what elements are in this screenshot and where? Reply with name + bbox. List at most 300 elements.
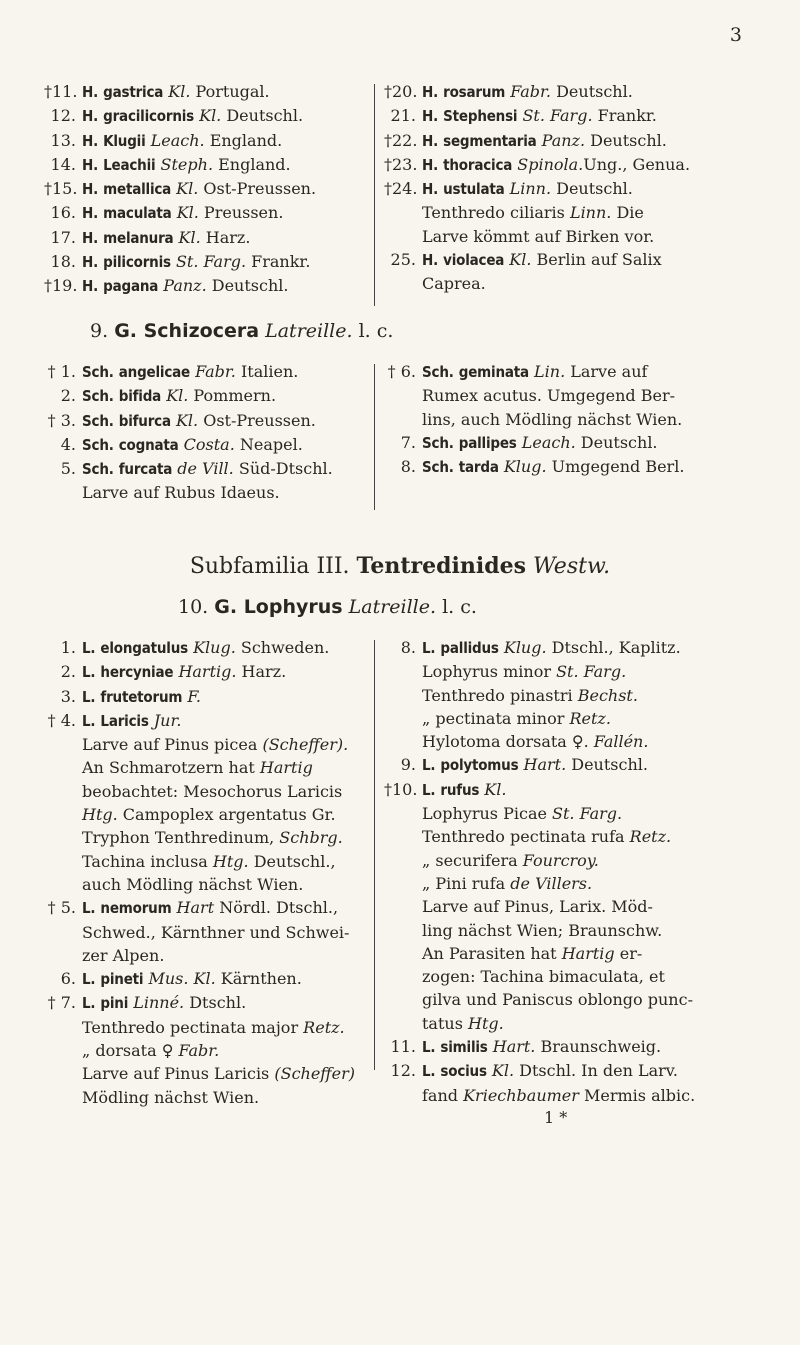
locality: Deutschl. [551,82,633,101]
author: Panz. [541,130,586,150]
species-entry [44,636,364,660]
author: Kl. [176,179,199,199]
author: Kl. [491,1061,515,1081]
locality: England. [204,130,283,150]
continuation-text: Larve auf Rubus Idaeus. [82,483,280,503]
species-entry [44,660,364,684]
locality: Deutschl. [551,179,633,199]
continuation-rest: Die [611,203,644,223]
species-entry [384,177,774,201]
author: Kl. [509,250,532,270]
species-entry [384,455,774,479]
species-name: nemorum [100,899,172,918]
continuation-text: „ dorsata ♀ [82,1041,179,1061]
continuation-text: Larve auf Pinus Laricis [82,1064,275,1084]
genus-abbrev: H. [82,228,99,247]
entry-number: †19. [44,276,78,296]
continuation-text: zogen: Tachina bimaculata, et [422,967,665,987]
author: Retz. [629,827,672,847]
author: Retz. [303,1017,345,1037]
species-name: pilicornis [103,253,171,272]
entry-continuation [384,660,774,683]
species-entry [44,967,364,991]
entry-number: 13. [50,130,76,150]
block-3-left [44,636,364,1109]
page-number: 3 [729,24,742,46]
genus-abbrev: L. [82,663,96,682]
species-name: frutetorum [100,687,183,706]
author: Leach. [150,130,205,150]
genus-abbrev: H. [422,251,439,270]
entry-number: † 7. [47,993,76,1013]
genus-abbrev: L. [82,994,96,1013]
genus-abbrev: Sch. [422,433,454,452]
locality: Frankr. [592,106,657,126]
continuation-text: Caprea. [422,274,486,294]
author: (Scheffer). [262,735,349,755]
species-entry [44,129,364,153]
genus-abbrev: H. [82,107,99,126]
continuation-text: Tenthredo pinastri [422,685,578,705]
locality: Pommern. [188,386,277,406]
genus-abbrev: H. [82,83,99,101]
continuation-rest: Deutschl., [248,851,336,871]
species-name: rosarum [443,83,506,101]
entry-continuation [384,408,774,431]
continuation-rest: Mermis albic. [578,1085,696,1105]
genus-abbrev: Sch. [82,411,114,430]
entry-continuation [44,481,364,504]
locality: Dtschl., Kaplitz. [546,638,681,657]
entry-number: 9. [400,755,416,775]
entry-number: 4. [60,434,76,454]
author: Kl. [175,410,199,430]
locality: Neapel. [234,434,303,454]
continuation-text: lins, auch Mödling nächst Wien. [422,409,683,429]
entry-number: † 5. [47,898,76,918]
block-1-right [384,80,774,296]
continuation-text: auch Mödling nächst Wien. [82,874,304,894]
species-entry [384,153,774,177]
continuation-text: Mödling nächst Wien. [82,1087,260,1107]
genus-abbrev: H. [422,180,439,199]
genus-name: G. Lophyrus [214,596,343,618]
entry-number: † 1. [47,362,76,381]
author: Panz. [163,276,207,296]
species-name: polytomus [440,756,519,775]
entry-number: 25. [390,250,416,270]
author: Hart. [492,1037,536,1057]
locality: England. [213,154,291,174]
entry-number: †15. [44,179,78,199]
species-name: pini [100,994,129,1013]
species-name: Laricis [100,711,149,730]
genus-abbrev: H. [82,155,99,174]
entry-number: 21. [390,106,416,126]
locality: Harz. [236,662,287,682]
continuation-text: Larve auf Pinus, Larix. Möd- [422,897,653,917]
locality: Kärnthen. [215,969,302,989]
genus-heading-schizocera: 9. G. Schizocera Latreille. l. c. [90,320,394,342]
genus-abbrev: H. [422,131,439,150]
species-name: rufus [440,780,480,799]
entry-number: †11. [44,82,78,101]
author: Hartig [259,758,313,778]
entry-number: † 4. [47,710,76,730]
species-entry [384,431,774,455]
entry-continuation [384,1012,774,1035]
genus-abbrev: H. [82,131,99,150]
author: Klug. [503,638,547,657]
continuation-text: Larve auf Pinus picea [82,735,263,755]
species-entry [44,896,364,920]
species-entry [384,104,774,128]
genus-abbrev: L. [82,970,96,989]
species-name: thoracica [443,155,513,174]
entry-number: 2. [60,386,76,406]
author: Schbrg. [279,828,343,848]
block-2-left [44,360,364,505]
species-entry [44,80,364,104]
entry-continuation [44,1086,364,1109]
continuation-text: Lophyrus minor [422,662,557,682]
species-name: gastrica [103,83,164,101]
author: Hartig. [178,662,237,682]
author: Steph. [160,154,214,174]
locality: Deutschl. [575,432,658,452]
genus-abbrev: L. [422,1038,436,1057]
entry-number: † 3. [47,410,76,430]
locality: Frankr. [246,252,311,272]
author: Kriechbaumer [463,1085,579,1105]
locality: Braunschweig. [535,1037,662,1057]
entry-number: 12. [390,1061,416,1081]
continuation-text: beobachtet: Mesochorus Laricis [82,781,343,801]
genus-abbrev: Sch. [82,460,114,479]
species-name: gracilicornis [103,107,195,126]
entry-number: 8. [400,638,416,657]
continuation-rest: Campoplex argentatus Gr. [117,805,336,825]
entry-continuation [44,1016,364,1039]
genus-abbrev: L. [422,756,436,775]
species-name: ustulata [443,180,505,199]
block-1-left [44,80,364,299]
species-name: pineti [100,970,144,989]
author: Htg. [468,1013,504,1033]
species-name: angelicae [118,363,190,381]
continuation-text: Tenthredo ciliaris [422,203,570,223]
species-name: pagana [103,277,159,296]
species-entry [44,104,364,128]
author: Htg. [212,851,249,871]
species-name: metallica [103,180,172,199]
entry-continuation [44,1062,364,1085]
locality: Deutschl. [566,755,648,775]
entry-number: 11. [390,1037,416,1057]
continuation-text: Tenthredo pectinata rufa [422,827,630,847]
species-entry [44,991,364,1015]
locality: Harz. [200,227,251,247]
author: Klug. [503,457,547,477]
entry-number: 3. [60,686,76,706]
continuation-text: Larve kömmt auf Birken vor. [422,226,655,246]
species-name: geminata [458,363,529,381]
entry-number: 6. [60,969,76,989]
author: Htg. [82,805,118,825]
block-2-right [384,360,774,479]
entry-continuation [44,850,364,873]
genus-abbrev: Sch. [82,387,114,406]
species-entry [44,201,364,225]
author: Jur. [153,710,182,730]
entry-number: 17. [50,227,76,247]
entry-continuation [384,684,774,707]
author: (Scheffer) [274,1064,355,1084]
genus-abbrev: H. [82,277,99,296]
author: Klug. [193,638,236,657]
entry-continuation [384,965,774,988]
entry-number: 18. [50,252,76,272]
column-divider [374,364,375,510]
author: Fabr. [510,82,551,101]
author: de Villers. [510,873,593,893]
genus-abbrev: Sch. [82,435,114,454]
locality: Larve auf [565,362,648,381]
entry-continuation [44,803,364,826]
species-name: elongatulus [100,639,188,657]
locality: Umgegend Berl. [546,457,685,477]
author: Leach. [521,432,576,452]
genus-abbrev: L. [422,780,436,799]
species-entry [44,153,364,177]
entry-number: †10. [384,779,418,799]
locality: Deutschl. [585,130,667,150]
continuation-text: zer Alpen. [82,945,165,965]
continuation-rest: er- [614,943,643,963]
entry-continuation [384,225,774,248]
subfamily-heading: Subfamilia III. Tentredinides Westw. [189,553,611,579]
entry-continuation [384,919,774,942]
locality: Ung., Genua. [583,154,691,174]
species-entry [44,274,364,298]
entry-continuation [384,872,774,895]
continuation-text: „ Pini rufa [422,873,511,893]
entry-continuation [44,921,364,944]
entry-continuation [384,201,774,224]
author: St. Farg. [175,252,247,272]
species-entry [44,709,364,733]
author: Kl. [484,779,507,799]
author: Mus. Kl. [148,969,216,989]
species-entry [384,1059,774,1083]
author: Spinola. [517,154,584,174]
species-entry [44,409,364,433]
species-entry [44,250,364,274]
species-entry [384,753,774,777]
species-name: Leachii [103,155,156,174]
species-name: melanura [103,228,174,247]
entry-continuation [384,802,774,825]
entry-number: †23. [384,154,418,174]
author: F. [187,686,202,706]
author: Fallén. [593,732,649,752]
continuation-text: Rumex acutus. Umgegend Ber- [422,386,676,406]
entry-continuation [384,849,774,872]
continuation-text: fand [422,1085,464,1105]
locality: Berlin auf Salix [531,250,662,270]
continuation-text: Schwed., Kärnthner und Schwei- [82,922,350,942]
entry-number: †22. [384,130,418,150]
genus-abbrev: H. [422,155,439,174]
species-entry [44,226,364,250]
locality: Preussen. [198,203,284,223]
species-name: similis [440,1038,488,1057]
genus-abbrev: L. [82,899,96,918]
author: Hartig [561,943,615,963]
entry-continuation [44,1039,364,1062]
continuation-text: „ pectinata minor [422,708,570,728]
species-entry [44,457,364,481]
continuation-text: „ securifera [422,850,523,870]
species-name: hercyniae [100,663,174,682]
genus-abbrev: L. [82,639,96,657]
entry-number: 8. [400,457,416,477]
author: Kl. [176,203,199,223]
author: Linn. [509,179,552,199]
species-name: socius [440,1062,487,1081]
author: Kl. [199,106,222,126]
entry-continuation [44,780,364,803]
block-3-right [384,636,774,1107]
genus-abbrev: H. [422,107,439,126]
species-name: pallipes [458,433,517,452]
author: Lin. [534,362,566,381]
author: St. Farg. [556,662,627,682]
entry-number: 16. [50,203,76,223]
species-entry [44,433,364,457]
entry-continuation [384,707,774,730]
genus-abbrev: L. [82,687,96,706]
species-entry [44,685,364,709]
species-name: furcata [118,460,173,479]
entry-continuation [44,944,364,967]
author: Costa. [183,434,235,454]
column-divider [374,640,375,1070]
entry-number: 1. [60,638,76,657]
species-entry [384,636,774,660]
entry-continuation [44,733,364,756]
author: Hart. [523,755,567,775]
species-entry [44,360,364,384]
locality: Nördl. Dtschl., [214,898,339,918]
continuation-text: Tachina inclusa [82,851,213,871]
author: Kl. [166,386,189,406]
entry-number: †24. [384,179,418,199]
species-entry [44,384,364,408]
entry-continuation [384,895,774,918]
species-entry [384,129,774,153]
entry-number: 5. [60,459,76,479]
author: St. Farg. [552,804,623,824]
locality: Dtschl. [184,993,247,1013]
species-name: Klugii [103,131,146,150]
locality: Schweden. [235,638,330,657]
genus-abbrev: Sch. [422,458,454,477]
entry-continuation [44,826,364,849]
continuation-text: gilva und Paniscus oblongo punc- [422,990,693,1010]
species-name: segmentaria [443,131,537,150]
genus-abbrev: H. [82,253,99,272]
continuation-text: Tenthredo pectinata major [82,1017,304,1037]
entry-number: 12. [50,106,76,126]
genus-abbrev: H. [82,204,99,223]
author: St. Farg. [522,106,593,126]
genus-abbrev: L. [422,639,436,657]
entry-continuation [384,942,774,965]
locality: Italien. [235,362,299,381]
entry-number: 14. [50,154,76,174]
locality: Portugal. [190,82,270,101]
entry-continuation [384,272,774,295]
genus-abbrev: H. [82,180,99,199]
entry-number: 2. [60,662,76,682]
entry-number: 7. [400,432,416,452]
author: de Vill. [177,459,234,479]
genus-abbrev: Sch. [422,363,454,381]
entry-continuation [384,825,774,848]
genus-name: G. Schizocera [114,320,260,342]
locality: Deutschl. [206,276,289,296]
species-name: maculata [103,204,172,223]
genus-abbrev: Sch. [82,363,114,381]
continuation-text: An Schmarotzern hat [82,758,260,778]
entry-continuation [384,384,774,407]
species-name: tarda [458,458,499,477]
genus-abbrev: H. [422,83,439,101]
author: Fourcroy. [522,850,599,870]
author: Fabr. [195,362,236,381]
species-entry [384,80,774,104]
species-name: bifida [118,387,162,406]
species-entry [384,1035,774,1059]
species-name: cognata [118,435,179,454]
species-entry [44,177,364,201]
species-name: pallidus [440,639,499,657]
species-name: bifurca [118,411,171,430]
entry-continuation [384,988,774,1011]
author: Fabr. [178,1041,220,1061]
entry-number: † 6. [387,362,416,381]
continuation-text: Tryphon Tenthredinum, [82,828,280,848]
author: Kl. [178,227,201,247]
continuation-text: Lophyrus Picae [422,804,553,824]
genus-abbrev: L. [422,1062,436,1081]
column-divider [374,84,375,306]
genus-abbrev: L. [82,711,96,730]
entry-continuation [384,730,774,753]
species-entry [384,248,774,272]
signature-mark: 1 * [544,1108,568,1127]
locality: Ost-Preussen. [198,179,317,199]
entry-continuation [384,1084,774,1107]
author: Hart [176,898,215,918]
entry-continuation [44,756,364,779]
continuation-text: An Parasiten hat [422,943,562,963]
author: Retz. [569,708,611,728]
continuation-text: Hylotoma dorsata ♀. [422,732,594,752]
locality: Ost-Preussen. [198,410,316,430]
continuation-text: ling nächst Wien; Braunschw. [422,920,663,940]
